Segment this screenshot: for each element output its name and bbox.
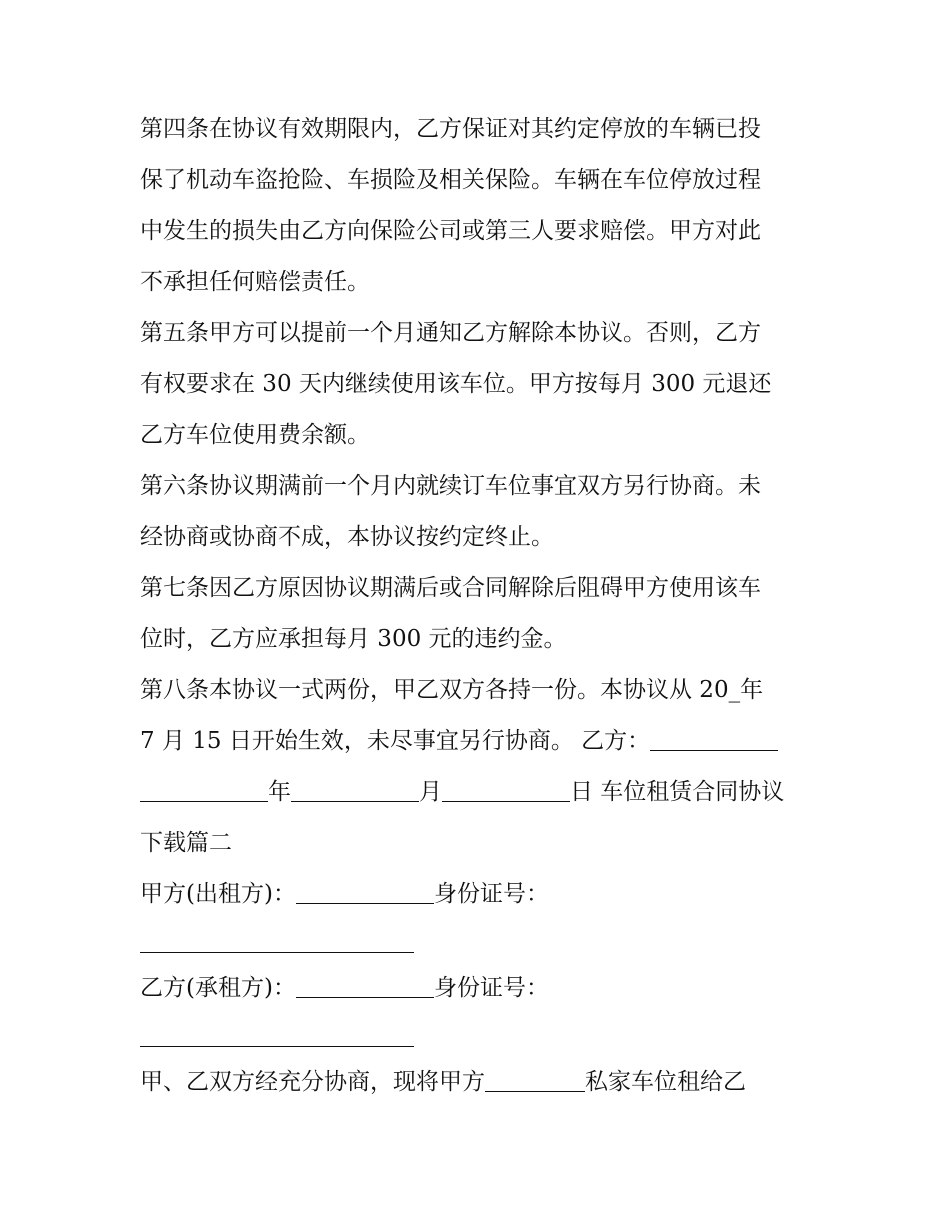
section-heading: 下载篇二	[140, 830, 232, 856]
clause-5-line-2: 有权要求在 30 天内继续使用该车位。甲方按每月 300 元退还	[140, 371, 772, 397]
party-a-id-label: 身份证号：	[433, 881, 549, 907]
closing-line	[140, 1057, 820, 1108]
clause-4-line-2: 保了机动车盗抢险、车损险及相关保险。车辆在车位停放过程	[140, 167, 761, 193]
party-b-name-blank	[296, 974, 434, 998]
party-b-label: 乙方(承租方)：	[140, 975, 296, 1001]
party-b-line	[140, 963, 820, 1014]
month-blank	[291, 778, 419, 802]
clause-6-line-2: 经协商或协商不成，本协议按约定终止。	[140, 524, 554, 550]
day-blank	[442, 778, 570, 802]
year-blank	[140, 778, 268, 802]
year-label: 年	[268, 779, 291, 805]
clause-8-line-1: 第八条本协议一式两份，甲乙双方各持一份。本协议从 20_年	[140, 677, 764, 703]
party-a-id-line	[140, 918, 820, 969]
clause-6-line-1: 第六条协议期满前一个月内就续订车位事宜双方另行协商。未	[140, 473, 761, 499]
day-label: 日 车位租赁合同协议	[570, 779, 785, 805]
clause-4-line-3: 中发生的损失由乙方向保险公司或第三人要求赔偿。甲方对此	[140, 218, 761, 244]
party-b-id-label: 身份证号：	[433, 975, 549, 1001]
month-label: 月	[419, 779, 442, 805]
party-b-id-line	[140, 1012, 820, 1063]
date-line	[140, 767, 820, 818]
clause-5-line-1: 第五条甲方可以提前一个月通知乙方解除本协议。否则，乙方	[140, 320, 761, 346]
clause-4-line-4: 不承担任何赔偿责任。	[140, 269, 370, 295]
clause-7-line-1: 第七条因乙方原因协议期满后或合同解除后阻碍甲方使用该车	[140, 575, 761, 601]
clause-5-line-3: 乙方车位使用费余额。	[140, 422, 370, 448]
party-a-name-blank	[296, 880, 434, 904]
party-b-signature-blank	[650, 727, 778, 751]
parking-space-blank	[485, 1068, 585, 1092]
clause-7-line-2: 位时，乙方应承担每月 300 元的违约金。	[140, 626, 567, 652]
party-a-label: 甲方(出租方)：	[140, 881, 296, 907]
clause-8-line-2	[140, 716, 820, 767]
party-b-id-blank	[140, 1023, 414, 1047]
closing-suffix: 私家车位租给乙	[585, 1069, 746, 1095]
party-a-line	[140, 869, 820, 920]
clause-4-line-1: 第四条在协议有效期限内，乙方保证对其约定停放的车辆已投	[140, 116, 761, 142]
clause-8-line-2-text: 7 月 15 日开始生效，未尽事宜另行协商。 乙方：	[140, 728, 651, 754]
closing-prefix: 甲、乙双方经充分协商，现将甲方	[140, 1069, 485, 1095]
party-a-id-blank	[140, 929, 414, 953]
